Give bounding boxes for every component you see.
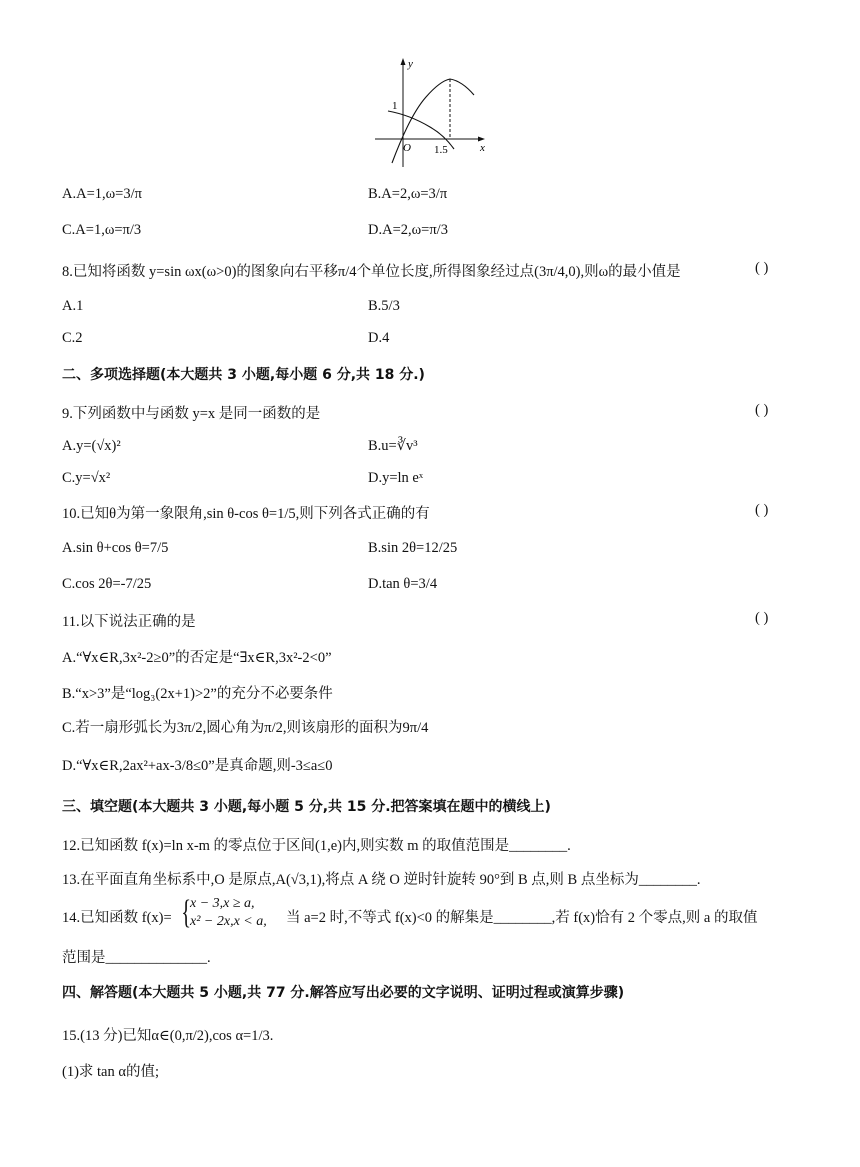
q11-option-d: D.“∀x∈R,2ax²+ax-3/8≤0”是真命题,则-3≤a≤0 [62,758,333,774]
q9-option-d: D.y=ln eˣ [368,470,424,486]
q14-case-2: x² − 2x,x < a, [190,914,267,929]
q14-prefix: 14.已知函数 f(x)= [62,910,172,926]
q14-line-2: 范围是______________. [62,950,211,966]
q7-option-c: C.A=1,ω=π/3 [62,222,142,238]
origin-label: O [403,142,411,154]
q9-stem: 9.下列函数中与函数 y=x 是同一函数的是 [62,406,321,422]
q8-option-c: C.2 [62,330,83,346]
q11-option-c: C.若一扇形弧长为3π/2,圆心角为π/2,则该扇形的面积为9π/4 [62,720,429,736]
q9-answer-paren: ( ) [755,402,769,418]
section-4-heading: 四、解答题(本大题共 5 小题,共 77 分.解答应写出必要的文字说明、证明过程或演算步骤) [62,985,625,1001]
q8-answer-paren: ( ) [755,260,769,276]
q11-option-a: A.“∀x∈R,3x²-2≥0”的否定是“∃x∈R,3x²-2<0” [62,650,332,666]
q7-option-d: D.A=2,ω=π/3 [368,222,448,238]
q10-option-c: C.cos 2θ=-7/25 [62,576,152,592]
tick-y-label: 1 [392,100,398,112]
q11-stem: 11.以下说法正确的是 [62,614,196,630]
q15-stem: 15.(13 分)已知α∈(0,π/2),cos α=1/3. [62,1028,274,1044]
q8-option-b: B.5/3 [368,298,400,314]
q11-option-b: B.“x>3”是“log₃(2x+1)>2”的充分不必要条件 [62,686,333,702]
section-3-heading: 三、填空题(本大题共 3 小题,每小题 5 分,共 15 分.把答案填在题中的横线上) [62,799,551,815]
q7-option-a: A.A=1,ω=3/π [62,186,142,202]
q9-option-c: C.y=√x² [62,470,111,486]
q10-option-a: A.sin θ+cos θ=7/5 [62,540,169,556]
q10-option-d: D.tan θ=3/4 [368,576,438,592]
q9-option-b: B.u=∛v³ [368,438,418,454]
q8-option-a: A.1 [62,298,84,314]
q8-stem: 8.已知将函数 y=sin ωx(ω>0)的图象向右平移π/4个单位长度,所得图象经过点(3π/4,0),则ω的最小值是 [62,264,681,280]
q15-part-1: (1)求 tan α的值; [62,1064,159,1080]
tick-x-label: 1.5 [434,144,448,156]
q14-brace: { [181,894,192,931]
q10-answer-paren: ( ) [755,502,769,518]
q9-option-a: A.y=(√x)² [62,438,121,454]
q10-stem: 10.已知θ为第一象限角,sin θ-cos θ=1/5,则下列各式正确的有 [62,506,430,522]
q14-case-1: x − 3,x ≥ a, [190,896,255,911]
q8-option-d: D.4 [368,330,390,346]
q12-text: 12.已知函数 f(x)=ln x-m 的零点位于区间(1,e)内,则实数 m 的取值范围是________. [62,838,571,854]
x-label: x [480,142,485,154]
section-2-heading: 二、多项选择题(本大题共 3 小题,每小题 6 分,共 18 分.) [62,367,425,383]
q14-suffix: 当 a=2 时,不等式 f(x)<0 的解集是________,若 f(x)恰有 2 个零点,则 a 的取值 [286,910,758,926]
q13-text: 13.在平面直角坐标系中,O 是原点,A(√3,1),将点 A 绕 O 逆时针旋转 90°到 B 点,则 B 点坐标为________. [62,872,701,888]
q7-option-b: B.A=2,ω=3/π [368,186,448,202]
q11-answer-paren: ( ) [755,610,769,626]
q10-option-b: B.sin 2θ=12/25 [368,540,458,556]
y-label: y [408,58,413,70]
function-graph [370,55,490,175]
